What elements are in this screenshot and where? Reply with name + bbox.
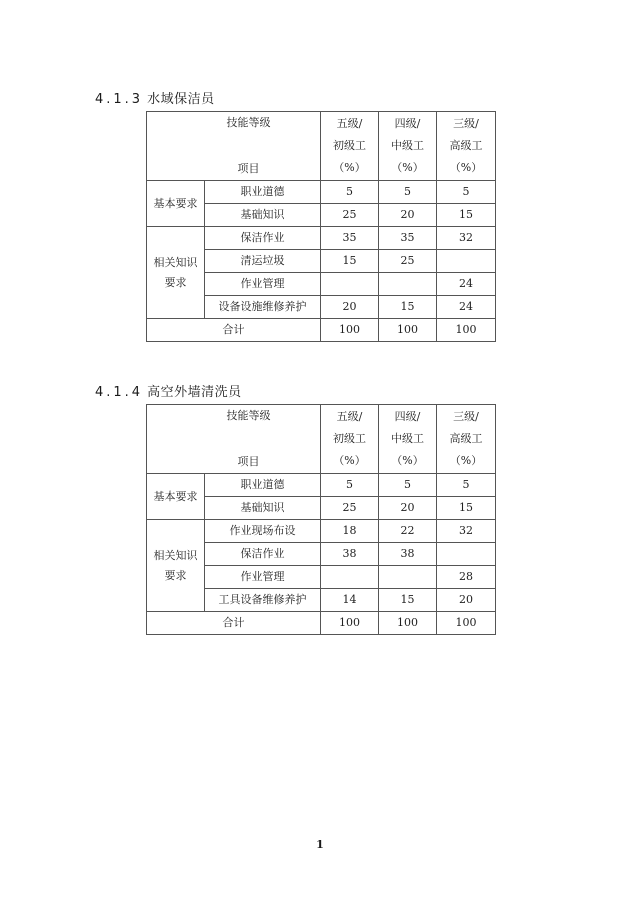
total-value: 100: [321, 319, 379, 342]
value-cell: 25: [321, 204, 379, 227]
item-label: 作业现场布设: [205, 520, 321, 543]
item-label: 作业管理: [205, 273, 321, 296]
level-name: 五级/: [336, 410, 363, 423]
value-cell: 15: [379, 296, 437, 319]
level-unit: （%）: [333, 454, 366, 467]
item-label: 保洁作业: [205, 543, 321, 566]
total-value: 100: [437, 319, 496, 342]
total-value: 100: [321, 612, 379, 635]
level-header: [437, 112, 496, 181]
total-value: 100: [379, 612, 437, 635]
level-grade: 高级工: [449, 139, 483, 152]
item-label: 职业道德: [205, 474, 321, 497]
page-number: 1: [316, 838, 324, 851]
level-header: [321, 112, 379, 181]
level-unit: （%）: [449, 161, 483, 174]
value-cell: [321, 566, 379, 589]
header-item: 项目: [237, 455, 260, 468]
value-cell: [379, 273, 437, 296]
header-skill-level: 技能等级: [226, 116, 271, 129]
item-label: 工具设备维修养护: [205, 589, 321, 612]
item-label: 设备设施维修养护: [205, 296, 321, 319]
section-name: 高空外墙清洗员: [147, 385, 242, 400]
level-grade: 初级工: [333, 432, 366, 445]
value-cell: 35: [379, 227, 437, 250]
value-cell: 25: [321, 497, 379, 520]
level-name: 三级/: [453, 410, 479, 423]
level-unit: （%）: [333, 161, 366, 174]
level-header: [437, 405, 496, 474]
value-cell: 32: [437, 227, 496, 250]
section-number: 4.1.3: [95, 92, 144, 107]
value-cell: 24: [437, 296, 496, 319]
item-label: 基础知识: [205, 204, 321, 227]
level-header: [379, 405, 437, 474]
group-label: 基本要求: [147, 181, 205, 227]
header-diagonal-cell: [147, 112, 321, 181]
item-label: 基础知识: [205, 497, 321, 520]
value-cell: 22: [379, 520, 437, 543]
level-name: 四级/: [394, 410, 421, 423]
section-name: 水域保洁员: [147, 92, 215, 107]
level-name: 三级/: [453, 117, 479, 130]
level-header: [379, 112, 437, 181]
value-cell: 25: [379, 250, 437, 273]
value-cell: 5: [379, 474, 437, 497]
total-value: 100: [379, 319, 437, 342]
value-cell: 20: [321, 296, 379, 319]
value-cell: 18: [321, 520, 379, 543]
value-cell: 24: [437, 273, 496, 296]
value-cell: [321, 273, 379, 296]
value-cell: 14: [321, 589, 379, 612]
level-grade: 高级工: [449, 432, 483, 445]
table-row: [147, 227, 496, 250]
weights-table: [146, 404, 496, 635]
weights-table: [146, 111, 496, 342]
level-unit: （%）: [449, 454, 483, 467]
value-cell: [437, 543, 496, 566]
level-grade: 中级工: [391, 139, 424, 152]
total-row: [147, 319, 496, 342]
header-skill-level: 技能等级: [226, 409, 271, 422]
value-cell: 5: [321, 474, 379, 497]
group-label: 基本要求: [147, 474, 205, 520]
value-cell: 15: [437, 497, 496, 520]
value-cell: 20: [379, 204, 437, 227]
level-name: 五级/: [336, 117, 363, 130]
value-cell: 5: [321, 181, 379, 204]
level-header: [321, 405, 379, 474]
total-label: 合计: [147, 319, 321, 342]
header-item: 项目: [237, 162, 260, 175]
header-diagonal-cell: [147, 405, 321, 474]
value-cell: 32: [437, 520, 496, 543]
value-cell: 5: [379, 181, 437, 204]
level-unit: （%）: [391, 454, 424, 467]
table-row: [147, 474, 496, 497]
total-row: [147, 612, 496, 635]
table-row: [147, 181, 496, 204]
section-number: 4.1.4: [95, 385, 144, 400]
value-cell: 5: [437, 181, 496, 204]
value-cell: [437, 250, 496, 273]
value-cell: 38: [321, 543, 379, 566]
item-label: 清运垃圾: [205, 250, 321, 273]
level-grade: 初级工: [333, 139, 366, 152]
item-label: 保洁作业: [205, 227, 321, 250]
value-cell: 5: [437, 474, 496, 497]
value-cell: 28: [437, 566, 496, 589]
level-name: 四级/: [394, 117, 421, 130]
item-label: 职业道德: [205, 181, 321, 204]
group-label: 相关知识要求: [147, 520, 205, 612]
table-row: [147, 520, 496, 543]
total-label: 合计: [147, 612, 321, 635]
group-label: 相关知识要求: [147, 227, 205, 319]
value-cell: 35: [321, 227, 379, 250]
total-value: 100: [437, 612, 496, 635]
level-unit: （%）: [391, 161, 424, 174]
value-cell: 38: [379, 543, 437, 566]
value-cell: 15: [437, 204, 496, 227]
section-title: [95, 381, 242, 400]
level-grade: 中级工: [391, 432, 424, 445]
item-label: 作业管理: [205, 566, 321, 589]
section-title: [95, 88, 215, 107]
value-cell: 15: [321, 250, 379, 273]
value-cell: [379, 566, 437, 589]
value-cell: 20: [379, 497, 437, 520]
value-cell: 15: [379, 589, 437, 612]
value-cell: 20: [437, 589, 496, 612]
